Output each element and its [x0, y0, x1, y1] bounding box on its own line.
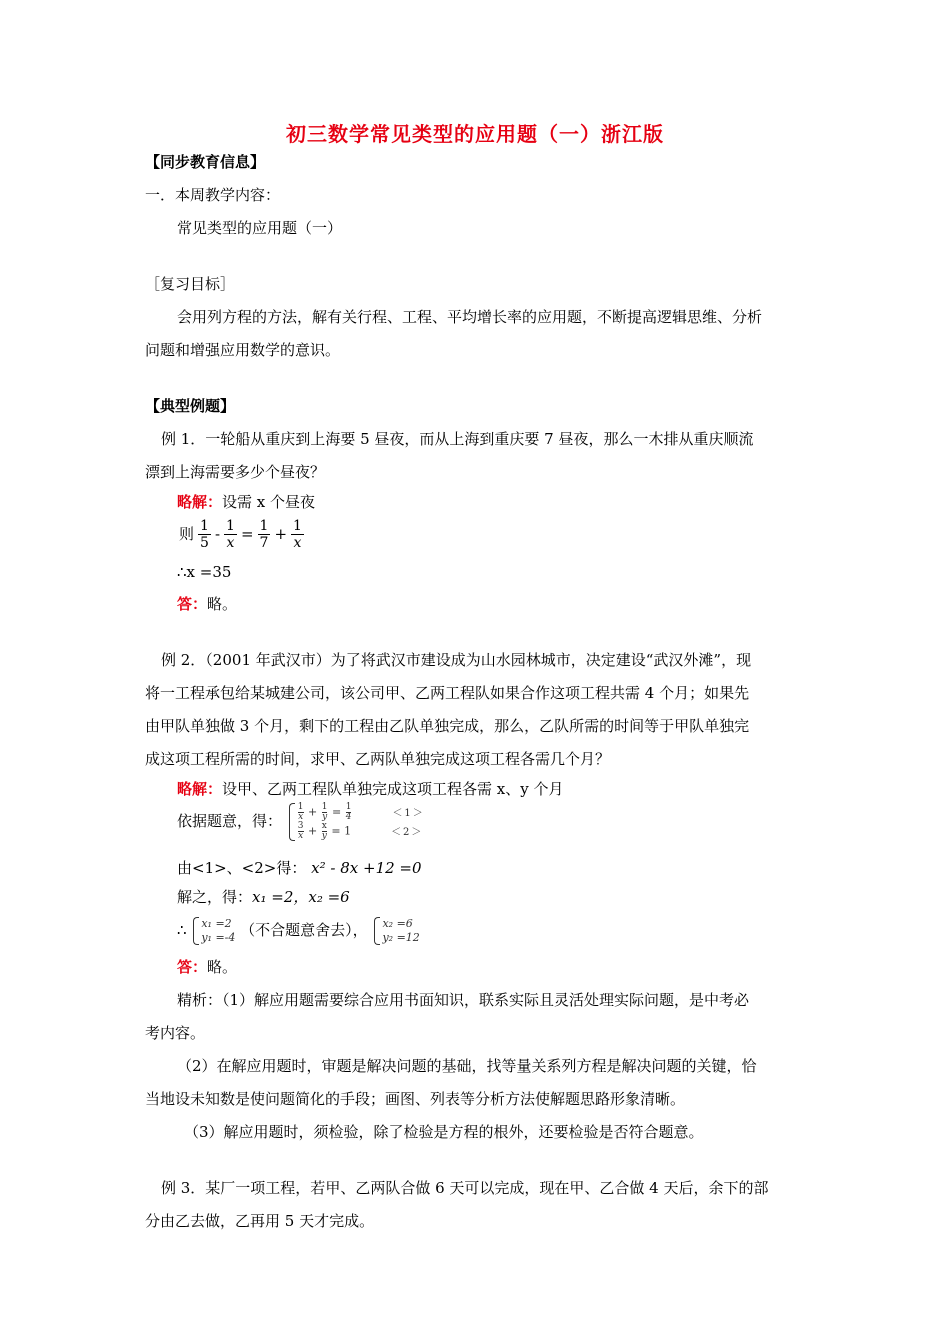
fraction-4: $\frac{1}{x}$: [293, 517, 302, 551]
solve-prefix: 解之，得：: [177, 888, 253, 906]
example-1-equation: [177, 515, 306, 552]
example-2-system: [177, 802, 425, 841]
quadratic-equation: x² - 8x +12 =0: [311, 859, 422, 877]
derive-prefix: 由<1>、<2>得：: [177, 859, 307, 877]
content-heading: 一．本周教学内容：: [145, 186, 281, 204]
fraction-1: $\frac{1}{5}$: [200, 517, 209, 551]
root-1: x₁ =2，: [252, 888, 309, 906]
solution-pair-1: x₁ =2 y₁ =-4: [191, 917, 235, 945]
equation-prefix: 则: [179, 525, 195, 543]
example-1-line-2: 漂到上海需要多少个昼夜？: [145, 463, 326, 481]
section-heading-examples: 【典型例题】: [145, 397, 236, 415]
answer-label: 答：: [177, 958, 208, 976]
page-title: 初三数学常见类型的应用题（一）浙江版: [286, 122, 664, 146]
example-2-line-1: 例 2．（2001 年武汉市）为了将武汉市建设成为山水园林城市，决定建设“武汉外滩”，现: [161, 651, 752, 669]
review-heading: ［复习目标］: [145, 275, 236, 293]
fraction-3: $\frac{1}{7}$: [259, 517, 269, 551]
discard-note: （不合题意舍去），: [240, 921, 368, 939]
note-3: （3）解应用题时，须检验，除了检验是方程的根外，还要检验是否符合题意。: [184, 1123, 704, 1141]
solution-text: 设甲、乙两工程队单独完成这项工程各需 x、y 个月: [222, 780, 564, 798]
example-1-line-1: 例 1．一轮船从重庆到上海要 5 昼夜，而从上海到重庆要 7 昼夜，那么一木排从重庆顺流: [161, 430, 754, 448]
therefore-symbol: ∴: [177, 921, 187, 939]
answer-text: 略。: [207, 958, 238, 976]
plus-sign: +: [274, 525, 288, 543]
example-2-line-2: 将一工程承包给某城建公司，该公司甲、乙两工程队如果合作这项工程共需 4 个月；如果先: [145, 684, 750, 702]
solution-label: 略解：: [177, 780, 223, 798]
example-2-line-4: 成这项工程所需的时间，求甲、乙两队单独完成这项工程各需几个月？: [145, 750, 611, 768]
answer-label: 答：: [177, 595, 208, 613]
equation-system: $\frac{1}{x}$ + $\frac{1}{y}$ = $\frac{1}{4}$ ＜1＞ $\frac{3}{x}$ + $\frac{x}{y}$ = 1 ＜2＞: [287, 803, 425, 841]
content-topic: 常见类型的应用题（一）: [177, 219, 343, 237]
example-3-line-1: 例 3．某厂一项工程，若甲、乙两队合做 6 天可以完成，现在甲、乙合做 4 天后，余下的部: [161, 1179, 769, 1197]
note-1-line-2: 考内容。: [145, 1024, 206, 1042]
example-2-answer: [177, 956, 237, 978]
example-2-solve: [177, 886, 350, 908]
fraction-2: $\frac{1}{x}$: [226, 517, 235, 551]
solution-label: 略解：: [177, 493, 223, 511]
review-text-line-2: 问题和增强应用数学的意识。: [145, 341, 341, 359]
example-3-line-2: 分由乙去做，乙再用 5 天才完成。: [145, 1212, 375, 1230]
example-1-result: ∴x =35: [177, 563, 232, 581]
minus-sign: -: [214, 525, 221, 543]
example-2-solution: [177, 778, 564, 800]
setup-text: 依据题意，得：: [177, 812, 283, 830]
example-2-derive: [177, 857, 422, 879]
equation-tag-2: ＜2＞: [391, 826, 424, 838]
equation-tag-1: ＜1＞: [392, 807, 425, 819]
equals-sign: =: [240, 525, 254, 543]
root-2: x₂ =6: [308, 888, 350, 906]
example-2-line-3: 由甲队单独做 3 个月，剩下的工程由乙队单独完成，那么，乙队所需的时间等于甲队单独完: [145, 717, 750, 735]
example-2-pairs: [177, 915, 420, 945]
example-1-solution: [177, 491, 315, 513]
note-2-line-1: （2）在解应用题时，审题是解决问题的基础，找等量关系列方程是解决问题的关键，恰: [177, 1057, 757, 1075]
note-1-line-1: 精析：（1）解应用题需要综合应用书面知识，联系实际且灵活处理实际问题，是中考必: [177, 991, 750, 1009]
review-text-line-1: 会用列方程的方法，解有关行程、工程、平均增长率的应用题，不断提高逻辑思维、分析: [177, 308, 763, 326]
note-2-line-2: 当地设未知数是使问题简化的手段；画图、列表等分析方法使解题思路形象清晰。: [145, 1090, 686, 1108]
section-heading-info: 【同步教育信息】: [145, 153, 266, 171]
example-1-answer: [177, 593, 237, 615]
answer-text: 略。: [207, 595, 238, 613]
solution-pair-2: x₂ =6 y₂ =12: [372, 917, 419, 945]
solution-text: 设需 x 个昼夜: [222, 493, 316, 511]
